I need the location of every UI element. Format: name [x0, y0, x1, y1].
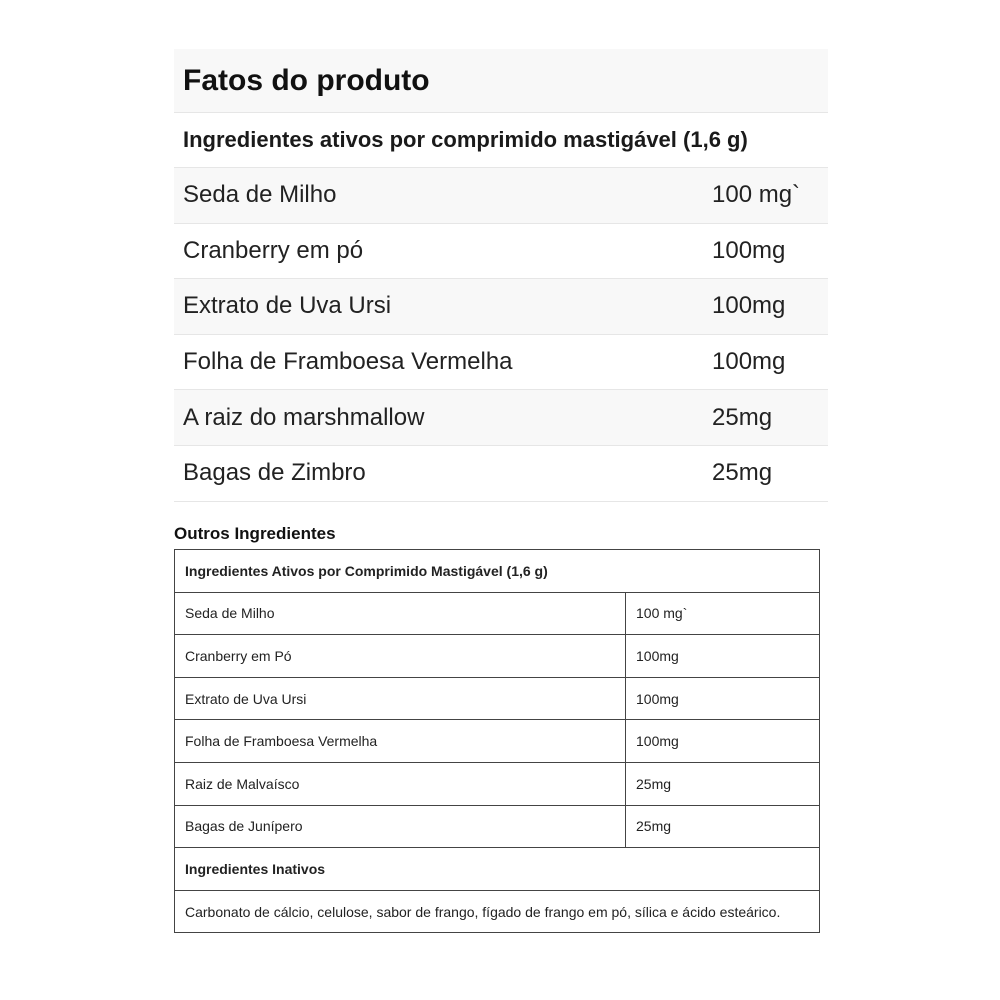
ingredient-amount-cell: 100mg [626, 720, 820, 763]
ingredient-name: A raiz do marshmallow [183, 403, 425, 431]
ingredient-amount: 25mg [712, 459, 773, 487]
facts-row [174, 279, 828, 335]
active-ingredients-header: Ingredientes Ativos por Comprimido Mastigável (1,6 g) [175, 550, 820, 593]
ingredient-name: Seda de Milho [183, 181, 337, 209]
table-row [175, 805, 820, 848]
facts-row [174, 390, 828, 446]
ingredient-name: Folha de Framboesa Vermelha [183, 348, 513, 376]
table-row [175, 848, 820, 891]
ingredient-amount-cell: 100mg [626, 677, 820, 720]
ingredient-name: Extrato de Uva Ursi [183, 292, 392, 320]
table-row [175, 762, 820, 805]
ingredient-name-cell: Raiz de Malvaísco [175, 762, 626, 805]
other-ingredients-table [174, 549, 820, 933]
facts-row [174, 446, 828, 502]
inactive-ingredients-text: Carbonato de cálcio, celulose, sabor de frango, fígado de frango em pó, sílica e ácido esteárico. [175, 890, 820, 933]
ingredient-name: Bagas de Zimbro [183, 459, 366, 487]
facts-subheader: Ingredientes ativos por comprimido mastigável (1,6 g) [174, 113, 828, 168]
ingredient-amount-cell: 25mg [626, 805, 820, 848]
ingredient-name-cell: Cranberry em Pó [175, 635, 626, 678]
ingredient-amount: 100mg [712, 348, 786, 376]
ingredient-name-cell: Seda de Milho [175, 592, 626, 635]
facts-row [174, 224, 828, 280]
ingredient-amount-cell: 25mg [626, 762, 820, 805]
table-row [175, 635, 820, 678]
ingredient-amount: 100mg [712, 236, 786, 264]
ingredient-name: Cranberry em pó [183, 236, 364, 264]
facts-row [174, 335, 828, 391]
table-row [175, 890, 820, 933]
ingredient-name-cell: Extrato de Uva Ursi [175, 677, 626, 720]
table-row [175, 677, 820, 720]
table-row [175, 592, 820, 635]
ingredient-amount: 100mg [712, 292, 786, 320]
table-row [175, 550, 820, 593]
other-ingredients-title: Outros Ingredientes [174, 524, 336, 543]
inactive-ingredients-header: Ingredientes Inativos [175, 848, 820, 891]
ingredient-amount: 100 mg` [712, 181, 801, 209]
ingredient-amount: 25mg [712, 403, 773, 431]
facts-rows [174, 168, 828, 502]
ingredient-amount-cell: 100mg [626, 635, 820, 678]
product-facts-table [174, 49, 828, 502]
facts-title: Fatos do produto [174, 49, 828, 113]
ingredient-name-cell: Bagas de Junípero [175, 805, 626, 848]
table-row [175, 720, 820, 763]
facts-row [174, 168, 828, 224]
ingredient-name-cell: Folha de Framboesa Vermelha [175, 720, 626, 763]
ingredient-amount-cell: 100 mg` [626, 592, 820, 635]
